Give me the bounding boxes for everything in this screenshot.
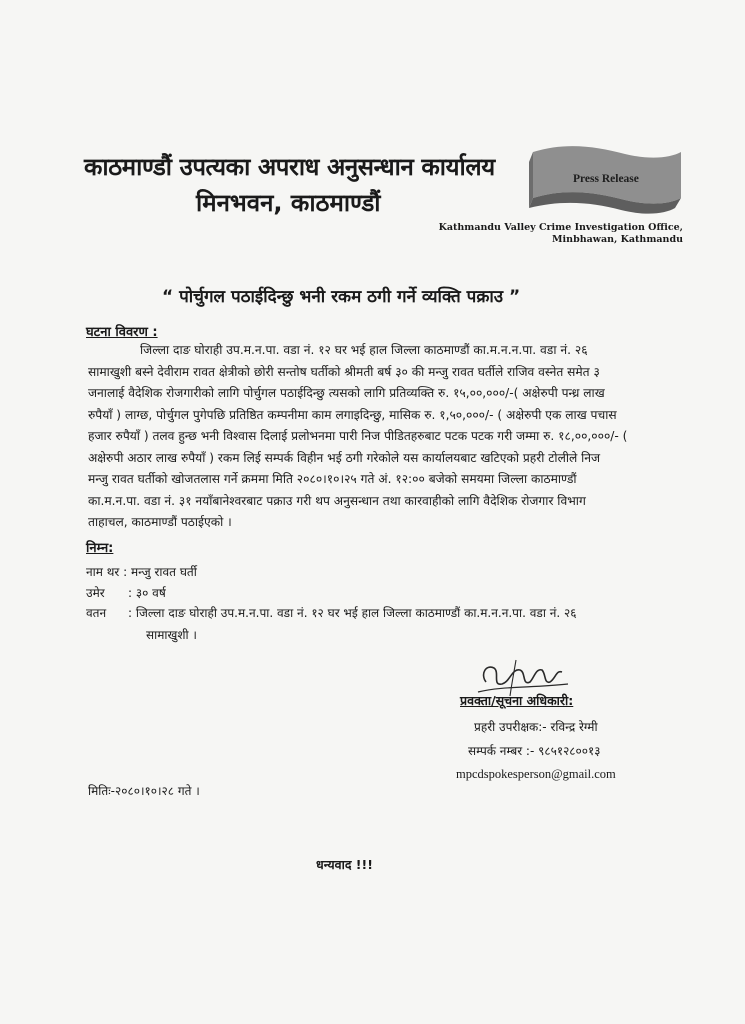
incident-line: जनालाई वैदेशिक रोजगारीको लागि पोर्चुगल पठाईदिन्छु त्यसको लागि प्रतिव्यक्ति रु. १५,००,०००/-( अक्षेरुपी पन्ध्र लाख xyxy=(88,386,605,400)
incident-line: जिल्ला दाङ घोराही उप.म.न.पा. वडा नं. १२ घर भई हाल जिल्ला काठमाण्डौं का.म.न.न.पा. वडा नं. २६ xyxy=(140,343,588,357)
incident-label: घटना विवरण : xyxy=(86,325,158,340)
office-name-en-block xyxy=(439,222,683,246)
incident-paragraph xyxy=(88,340,627,534)
incident-line: हजार रुपैयाँ ) तलव हुन्छ भनी विश्वास दिलाई प्रलोभनमा पारी निज पीडितहरुबाट पटक पटक गरी जम्मा रु. १८,००,०००/- ( xyxy=(88,429,628,443)
release-date: मितिः-२०८०।१०।२८ गते । xyxy=(88,784,200,798)
incident-line: ताहाचल, काठमाण्डौं पठाईएको । xyxy=(88,515,232,529)
incident-line: अक्षेरुपी अठार लाख रुपैयाँ ) रकम लिई सम्पर्क विहीन भई ठगी गरेकोले यस कार्यालयबाट खटिएको प्रहरी टोलीले निज xyxy=(88,450,601,465)
office-name-np: काठमाण्डौं उपत्यका अपराध अनुसन्धान कार्यालय xyxy=(84,153,495,181)
accused-name-row: नाम थर : मन्जु रावत घर्ती xyxy=(86,565,197,579)
accused-address-value: : जिल्ला दाङ घोराही उप.म.न.पा. वडा नं. १२ घर भई हाल जिल्ला काठमाण्डौं का.म.न.न.पा. वडा नं. २६ xyxy=(128,606,577,620)
office-location-en: Minbhawan, Kathmandu xyxy=(552,234,683,245)
accused-address-value-cont: सामाखुशी । xyxy=(146,628,197,642)
spokesperson-name: प्रहरी उपरीक्षक:- रविन्द्र रेग्मी xyxy=(474,720,598,734)
office-name-en: Kathmandu Valley Crime Investigation Office, xyxy=(438,222,683,233)
spokesperson-label: प्रवक्ता/सूचना अधिकारी: xyxy=(460,693,574,708)
incident-line: मन्जु रावत घर्तीको खोजतलास गर्ने क्रममा मिति २०८०।१०।२५ गते अं. १२:०० बजेको समयमा जिल्ला काठमाण्डौं xyxy=(88,472,577,486)
incident-line: रुपैयाँ ) लाग्छ, पोर्चुगल पुगेपछि प्रतिष्ठित कम्पनीमा काम लगाइदिन्छु, मासिक रु. १,५०,०००/- ( अक्षेरुपी एक लाख पचास xyxy=(88,407,617,422)
press-release-banner xyxy=(525,140,685,220)
incident-line: सामाखुशी बस्ने देवीराम रावत क्षेत्रीको छोरी सन्तोष घर्तीको श्रीमती बर्ष ३० की मन्जु रावत घर्तीले राजिव वस्नेत समेत ३ xyxy=(88,364,600,379)
press-headline: “ पोर्चुगल पठाईदिन्छु भनी रकम ठगी गर्ने व्यक्ति पक्राउ ” xyxy=(162,287,521,307)
accused-age-key: उमेर xyxy=(86,586,105,600)
accused-age-value: : ३० वर्ष xyxy=(128,586,166,600)
incident-line: का.म.न.पा. वडा नं. ३१ नयाँबानेश्वरबाट पक्राउ गरी थप अनुसन्धान तथा कारवाहीको लागि वैदेशिक रोजगार विभाग xyxy=(88,493,586,508)
closing-thanks: धन्यवाद !!! xyxy=(316,857,373,872)
accused-label: निम्न: xyxy=(86,541,114,556)
spokesperson-email[interactable]: mpcdspokesperson@gmail.com xyxy=(456,767,616,781)
banner-label: Press Release xyxy=(573,173,639,185)
spokesperson-contact: सम्पर्क नम्बर :- ९८५१२८००१३ xyxy=(468,744,601,758)
accused-address-key: वतन xyxy=(86,606,107,620)
office-location-np: मिनभवन, काठमाण्डौं xyxy=(196,189,381,217)
